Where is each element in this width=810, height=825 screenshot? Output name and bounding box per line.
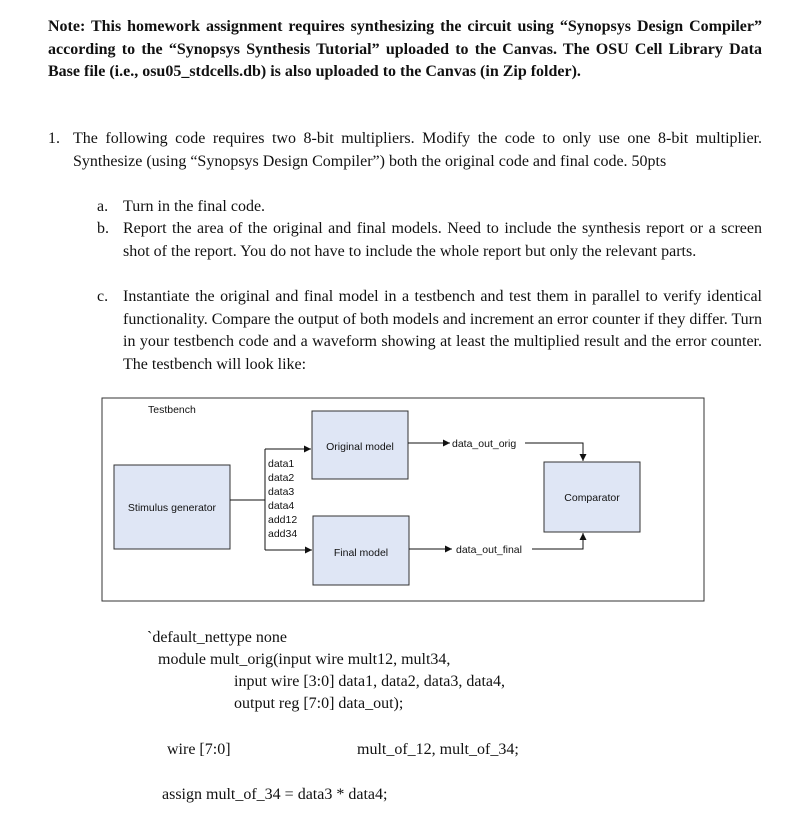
final-model-label: Final model bbox=[333, 547, 389, 559]
item-c-label: c. bbox=[97, 288, 109, 305]
code-wire-decl: wire [7:0] bbox=[167, 741, 231, 758]
item-b-text: Report the area of the original and final models. Need to include the synthesis report or a screen shot of the report. You do not have to include the whole report but only the relevant parts. bbox=[123, 220, 762, 260]
stimulus-label: Stimulus generator bbox=[127, 502, 217, 514]
question-number: 1. bbox=[48, 130, 60, 147]
original-model-label: Original model bbox=[326, 441, 394, 453]
code-line-module: module mult_orig(input wire mult12, mult34, bbox=[158, 651, 451, 668]
signal-add12: add12 bbox=[268, 514, 298, 526]
item-b-label: b. bbox=[97, 220, 109, 237]
signal-add34: add34 bbox=[268, 528, 298, 540]
comparator-label: Comparator bbox=[564, 492, 620, 504]
item-c-text: Instantiate the original and final model in a testbench and test them in parallel to verify identical functionality. Compare the output of both models and increment an error counter if they differ. Turn in your testbench code and a waveform showing at least the multiplied result and the error counter. The testbench will look like: bbox=[123, 288, 762, 373]
code-line-nettype: `default_nettype none bbox=[147, 629, 287, 646]
signal-data2: data2 bbox=[268, 472, 295, 484]
question-text: The following code requires two 8-bit multipliers. Modify the code to only use one 8-bit multiplier. Synthesize (using “Synopsys Design Compiler”) both the original code and final code. 50pts bbox=[73, 130, 762, 170]
signal-data4: data4 bbox=[268, 500, 295, 512]
testbench-label: Testbench bbox=[148, 404, 196, 416]
signal-data1: data1 bbox=[268, 458, 295, 470]
homework-note: Note: This homework assignment requires synthesizing the circuit using “Synopsys Design Compiler” according to the “Synopsys Synthesis Tutorial” uploaded to the Canvas. The OSU Cell Library Data Base file (i.e., osu05_stdcells.db) is also uploaded to the Canvas (in Zip folder). bbox=[48, 18, 762, 80]
signal-data3: data3 bbox=[268, 486, 295, 498]
item-a-text: Turn in the final code. bbox=[123, 198, 266, 215]
item-a-label: a. bbox=[97, 198, 109, 215]
code-line-inputs: input wire [3:0] data1, data2, data3, data4, bbox=[234, 673, 506, 690]
code-assign: assign mult_of_34 = data3 * data4; bbox=[162, 786, 388, 803]
code-line-output: output reg [7:0] data_out); bbox=[234, 695, 404, 712]
data-out-final-label: data_out_final bbox=[456, 544, 522, 556]
data-out-orig-label: data_out_orig bbox=[452, 438, 517, 450]
code-wire-names: mult_of_12, mult_of_34; bbox=[357, 741, 519, 758]
